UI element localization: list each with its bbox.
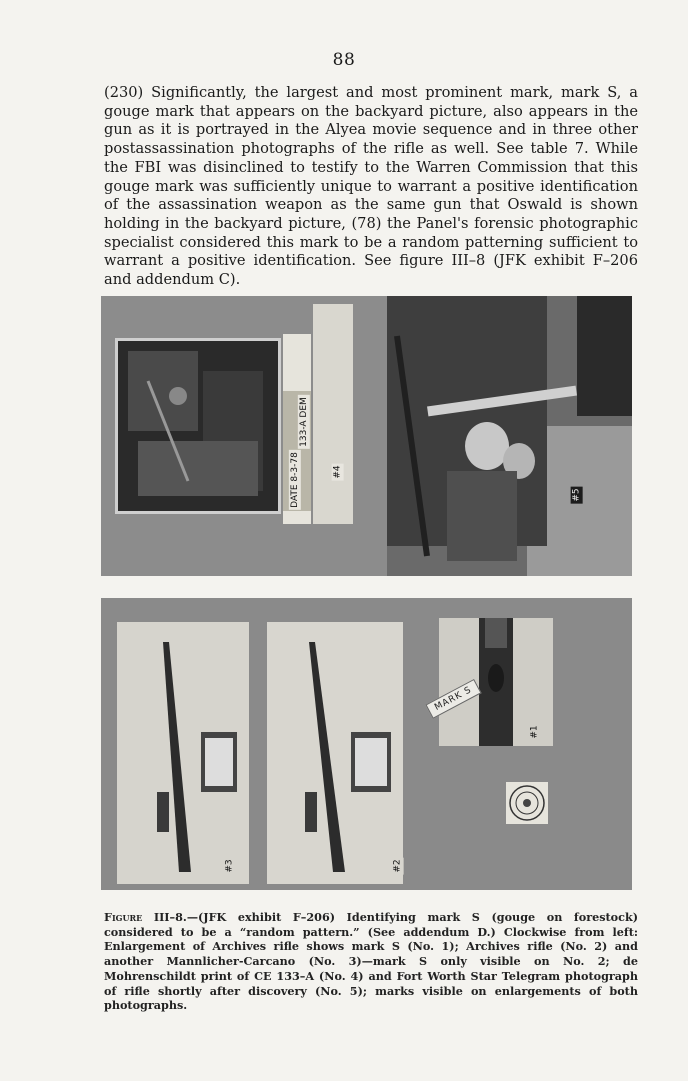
exhibit-strip: [313, 304, 353, 524]
seal-icon: [506, 782, 548, 824]
figure-top-plate: [101, 296, 632, 576]
photo-number-1: #1: [529, 725, 540, 739]
caption-text: —(JFK exhibit F–206) Identifying mark S (gouge on forestock) considered to be a “random pattern.” (See addendum D.) Clockwise from left: Enlargement of Archives rifle shows mark S (No. 1); Archives rifle (No. 2) and another Mannlicher-Carcano (No. 3)—mark S only visible on No. 2; de Mohrenschildt print of CE 133–A (No. 4) and Fort Worth Star Telegram photograph of rifle shortly after discovery (No. 5); marks visible on enlargements of both photographs.: [104, 910, 638, 1013]
photo-number-5: #5: [571, 488, 582, 502]
backyard-scene-image: [118, 341, 278, 511]
officers-with-rifle-image: [387, 296, 632, 576]
mark-s-label: MARK S: [425, 679, 481, 719]
date-label: DATE 8-3-78: [289, 452, 300, 508]
photo-number-2: #2: [392, 859, 403, 873]
carcano-photo-3: [117, 622, 249, 884]
figure-caption: [104, 910, 638, 1013]
rifle-image-2: [267, 622, 403, 884]
exhibit-label: 133-A DEM: [298, 397, 309, 447]
fort-worth-photo: [387, 296, 632, 576]
backyard-print-photo: [115, 338, 281, 514]
photo-number-4: #4: [332, 465, 343, 479]
rifle-image-3: [117, 622, 249, 884]
body-paragraph: (230) Significantly, the largest and most prominent mark, mark S, a gouge mark that appears on the backyard picture, also appears in the gun as it is portrayed in the Alyea movie sequence and in three other postassassination photographs of the rifle as well. See table 7. While the FBI was disinclined to testify to the Warren Commission that this gouge mark was sufficiently unique to warrant a positive identification of the assassination weapon as the same gun that Oswald is shown holding in the backyard picture, (78) the Panel's forensic photographic specialist considered this mark to be a random patterning sufficient to warrant a positive identification. See figure III–8 (JFK exhibit F–206 and addendum C).: [104, 84, 638, 289]
figure-bottom-plate: [101, 598, 632, 890]
official-seal: [506, 782, 548, 824]
photo-number-3: #3: [224, 859, 235, 873]
archives-rifle-photo-2: [267, 622, 403, 884]
caption-lead: Figure III–8.: [104, 910, 187, 924]
page-number: 88: [332, 50, 356, 70]
